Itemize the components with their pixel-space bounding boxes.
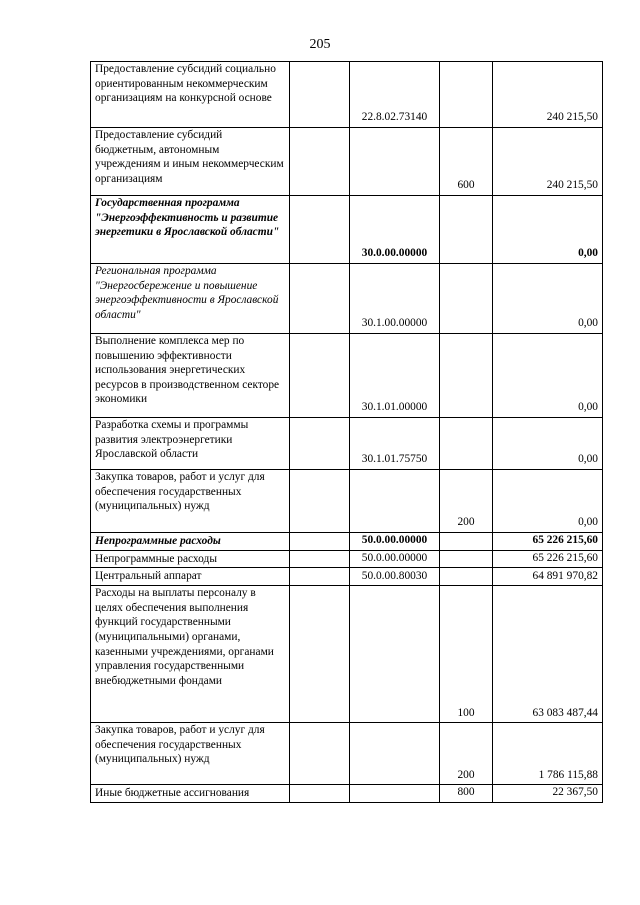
row-amount: 240 215,50 bbox=[493, 128, 603, 196]
row-code bbox=[350, 470, 440, 533]
empty-cell bbox=[290, 62, 350, 128]
row-name: Закупка товаров, работ и услуг для обеспечения государственных (муниципальных) нужд bbox=[91, 723, 290, 785]
empty-cell bbox=[290, 128, 350, 196]
row-expense-type bbox=[440, 533, 493, 551]
row-amount: 0,00 bbox=[493, 470, 603, 533]
row-amount: 1 786 115,88 bbox=[493, 723, 603, 785]
row-name: Разработка схемы и программы развития электроэнергетики Ярославской области bbox=[91, 418, 290, 470]
row-name: Центральный аппарат bbox=[91, 568, 290, 586]
table-row bbox=[91, 533, 603, 551]
table-row bbox=[91, 264, 603, 334]
row-code: 30.1.01.75750 bbox=[350, 418, 440, 470]
empty-cell bbox=[290, 334, 350, 418]
row-code: 50.0.00.00000 bbox=[350, 533, 440, 551]
row-expense-type bbox=[440, 550, 493, 568]
empty-cell bbox=[290, 586, 350, 723]
row-expense-type bbox=[440, 568, 493, 586]
row-name: Расходы на выплаты персоналу в целях обеспечения выполнения функций государственными (муниципальными) органами, казенными учреждениями, органами управления государственными внебюджетными фондами bbox=[91, 586, 290, 723]
row-name: Выполнение комплекса мер по повышению эффективности использования энергетических ресурсов в производственном секторе экономики bbox=[91, 334, 290, 418]
row-expense-type: 200 bbox=[440, 470, 493, 533]
row-amount: 63 083 487,44 bbox=[493, 586, 603, 723]
row-amount: 65 226 215,60 bbox=[493, 533, 603, 551]
row-code: 30.1.00.00000 bbox=[350, 264, 440, 334]
row-code bbox=[350, 723, 440, 785]
row-amount: 65 226 215,60 bbox=[493, 550, 603, 568]
row-name: Непрограммные расходы bbox=[91, 533, 290, 551]
table-row bbox=[91, 723, 603, 785]
row-amount: 0,00 bbox=[493, 418, 603, 470]
row-expense-type bbox=[440, 196, 493, 264]
table-row bbox=[91, 586, 603, 723]
page-number: 205 bbox=[309, 37, 331, 52]
row-code bbox=[350, 128, 440, 196]
row-code: 22.8.02.73140 bbox=[350, 62, 440, 128]
empty-cell bbox=[290, 418, 350, 470]
empty-cell bbox=[290, 785, 350, 803]
empty-cell bbox=[290, 723, 350, 785]
table-row bbox=[91, 550, 603, 568]
empty-cell bbox=[290, 568, 350, 586]
table-row bbox=[91, 196, 603, 264]
empty-cell bbox=[290, 264, 350, 334]
row-code: 30.0.00.00000 bbox=[350, 196, 440, 264]
row-amount: 22 367,50 bbox=[493, 785, 603, 803]
row-expense-type: 800 bbox=[440, 785, 493, 803]
row-amount: 64 891 970,82 bbox=[493, 568, 603, 586]
row-name: Непрограммные расходы bbox=[91, 550, 290, 568]
empty-cell bbox=[290, 470, 350, 533]
row-amount: 0,00 bbox=[493, 334, 603, 418]
table-row bbox=[91, 785, 603, 803]
row-name: Предоставление субсидий социально ориентированным некоммерческим организациям на конкурсной основе bbox=[91, 62, 290, 128]
table-row bbox=[91, 128, 603, 196]
row-code: 50.0.00.80030 bbox=[350, 568, 440, 586]
table-row bbox=[91, 62, 603, 128]
empty-cell bbox=[290, 550, 350, 568]
row-name: Иные бюджетные ассигнования bbox=[91, 785, 290, 803]
table-row bbox=[91, 568, 603, 586]
row-expense-type: 100 bbox=[440, 586, 493, 723]
row-amount: 240 215,50 bbox=[493, 62, 603, 128]
row-code bbox=[350, 785, 440, 803]
row-code: 30.1.01.00000 bbox=[350, 334, 440, 418]
empty-cell bbox=[290, 196, 350, 264]
row-code: 50.0.00.00000 bbox=[350, 550, 440, 568]
row-name: Государственная программа "Энергоэффективность и развитие энергетики в Ярославской области" bbox=[91, 196, 290, 264]
row-code bbox=[350, 586, 440, 723]
row-expense-type bbox=[440, 334, 493, 418]
row-expense-type: 200 bbox=[440, 723, 493, 785]
table-row bbox=[91, 470, 603, 533]
row-expense-type bbox=[440, 418, 493, 470]
row-amount: 0,00 bbox=[493, 196, 603, 264]
row-expense-type bbox=[440, 62, 493, 128]
budget-table bbox=[90, 61, 603, 803]
table-row bbox=[91, 334, 603, 418]
row-expense-type bbox=[440, 264, 493, 334]
row-name: Закупка товаров, работ и услуг для обеспечения государственных (муниципальных) нужд bbox=[91, 470, 290, 533]
row-expense-type: 600 bbox=[440, 128, 493, 196]
row-name: Предоставление субсидий бюджетным, автономным учреждениям и иным некоммерческим организациям bbox=[91, 128, 290, 196]
row-amount: 0,00 bbox=[493, 264, 603, 334]
empty-cell bbox=[290, 533, 350, 551]
row-name: Региональная программа "Энергосбережение и повышение энергоэффективности в Ярославской области" bbox=[91, 264, 290, 334]
table-row bbox=[91, 418, 603, 470]
